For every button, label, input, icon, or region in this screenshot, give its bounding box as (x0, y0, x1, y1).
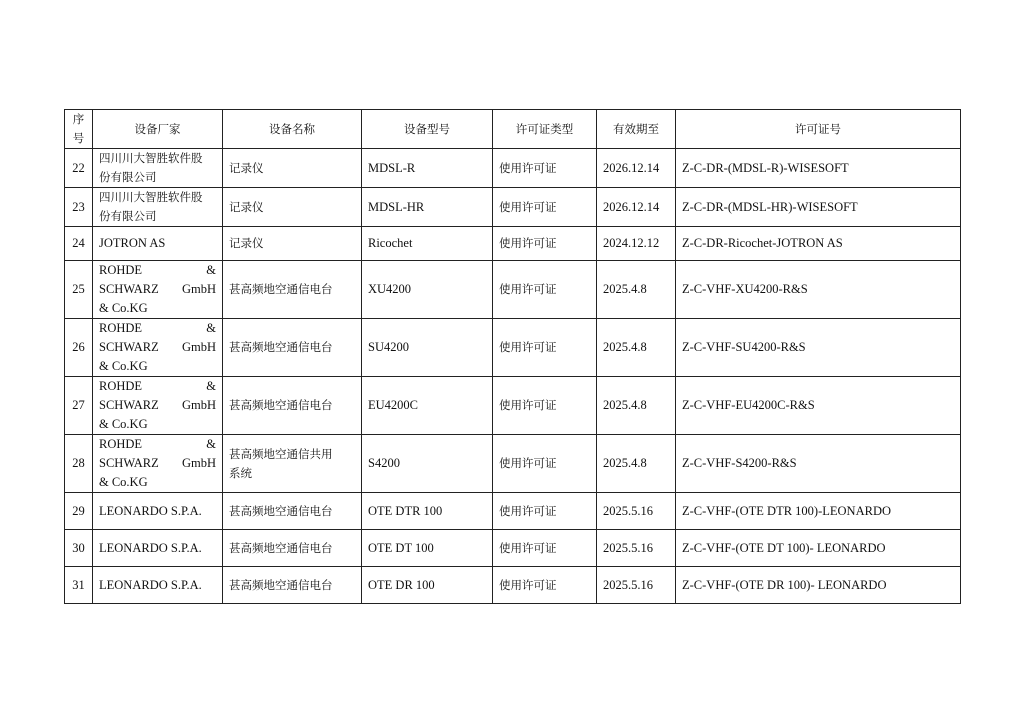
license-type-cell: 使用许可证 (493, 319, 597, 377)
license-type-cell: 使用许可证 (493, 227, 597, 261)
manufacturer-cell: ROHDE & SCHWARZ GmbH & Co.KG (93, 319, 223, 377)
license-type-cell: 使用许可证 (493, 530, 597, 567)
table-row (65, 567, 961, 604)
row-number: 31 (65, 567, 93, 604)
table-row (65, 530, 961, 567)
manufacturer-cell: LEONARDO S.P.A. (93, 567, 223, 604)
table-row (65, 261, 961, 319)
equipment-name-cell: 记录仪 (223, 227, 362, 261)
row-number: 30 (65, 530, 93, 567)
model-cell: OTE DTR 100 (362, 493, 493, 530)
manufacturer-cell: LEONARDO S.P.A. (93, 530, 223, 567)
equipment-name-cell: 甚高频地空通信电台 (223, 530, 362, 567)
manufacturer-cell: 四川川大智胜软件股 份有限公司 (93, 149, 223, 188)
model-cell: XU4200 (362, 261, 493, 319)
model-cell: Ricochet (362, 227, 493, 261)
valid-until-cell: 2025.4.8 (597, 377, 676, 435)
license-type-cell: 使用许可证 (493, 493, 597, 530)
equipment-name-cell: 甚高频地空通信电台 (223, 261, 362, 319)
valid-until-cell: 2025.5.16 (597, 530, 676, 567)
table-row (65, 188, 961, 227)
manufacturer-cell: ROHDE & SCHWARZ GmbH & Co.KG (93, 435, 223, 493)
model-cell: MDSL-R (362, 149, 493, 188)
license-number-cell: Z-C-DR-(MDSL-HR)-WISESOFT (676, 188, 961, 227)
manufacturer-cell: 四川川大智胜软件股 份有限公司 (93, 188, 223, 227)
manufacturer-cell: ROHDE & SCHWARZ GmbH & Co.KG (93, 377, 223, 435)
table-row (65, 149, 961, 188)
row-number: 25 (65, 261, 93, 319)
license-number-cell: Z-C-VHF-XU4200-R&S (676, 261, 961, 319)
model-cell: MDSL-HR (362, 188, 493, 227)
valid-until-cell: 2025.5.16 (597, 567, 676, 604)
model-cell: OTE DR 100 (362, 567, 493, 604)
equipment-name-cell: 甚高频地空通信共用 系统 (223, 435, 362, 493)
license-type-cell: 使用许可证 (493, 149, 597, 188)
model-cell: EU4200C (362, 377, 493, 435)
manufacturer-cell: LEONARDO S.P.A. (93, 493, 223, 530)
license-number-cell: Z-C-VHF-(OTE DR 100)- LEONARDO (676, 567, 961, 604)
table-row (65, 377, 961, 435)
row-number: 29 (65, 493, 93, 530)
license-number-cell: Z-C-DR-Ricochet-JOTRON AS (676, 227, 961, 261)
equipment-name-cell: 记录仪 (223, 149, 362, 188)
header-valid-until: 有效期至 (597, 110, 676, 149)
row-number: 24 (65, 227, 93, 261)
valid-until-cell: 2024.12.12 (597, 227, 676, 261)
equipment-name-cell: 甚高频地空通信电台 (223, 567, 362, 604)
table-row (65, 319, 961, 377)
table-row (65, 227, 961, 261)
equipment-name-cell: 甚高频地空通信电台 (223, 377, 362, 435)
model-cell: OTE DT 100 (362, 530, 493, 567)
license-type-cell: 使用许可证 (493, 261, 597, 319)
model-cell: SU4200 (362, 319, 493, 377)
license-number-cell: Z-C-VHF-EU4200C-R&S (676, 377, 961, 435)
valid-until-cell: 2025.4.8 (597, 261, 676, 319)
table-row (65, 493, 961, 530)
license-type-cell: 使用许可证 (493, 188, 597, 227)
model-cell: S4200 (362, 435, 493, 493)
row-number: 26 (65, 319, 93, 377)
license-number-cell: Z-C-VHF-S4200-R&S (676, 435, 961, 493)
license-type-cell: 使用许可证 (493, 567, 597, 604)
manufacturer-cell: ROHDE & SCHWARZ GmbH & Co.KG (93, 261, 223, 319)
header-seq: 序 号 (65, 110, 93, 149)
header-model: 设备型号 (362, 110, 493, 149)
equipment-name-cell: 记录仪 (223, 188, 362, 227)
equipment-name-cell: 甚高频地空通信电台 (223, 493, 362, 530)
manufacturer-cell: JOTRON AS (93, 227, 223, 261)
row-number: 27 (65, 377, 93, 435)
license-number-cell: Z-C-VHF-(OTE DTR 100)-LEONARDO (676, 493, 961, 530)
valid-until-cell: 2025.4.8 (597, 319, 676, 377)
header-license-type: 许可证类型 (493, 110, 597, 149)
row-number: 23 (65, 188, 93, 227)
valid-until-cell: 2025.4.8 (597, 435, 676, 493)
license-type-cell: 使用许可证 (493, 377, 597, 435)
header-equipment-name: 设备名称 (223, 110, 362, 149)
header-manufacturer: 设备厂家 (93, 110, 223, 149)
row-number: 22 (65, 149, 93, 188)
license-number-cell: Z-C-VHF-(OTE DT 100)- LEONARDO (676, 530, 961, 567)
valid-until-cell: 2026.12.14 (597, 188, 676, 227)
equipment-name-cell: 甚高频地空通信电台 (223, 319, 362, 377)
table-row (65, 435, 961, 493)
valid-until-cell: 2025.5.16 (597, 493, 676, 530)
license-table (64, 109, 961, 604)
valid-until-cell: 2026.12.14 (597, 149, 676, 188)
license-number-cell: Z-C-DR-(MDSL-R)-WISESOFT (676, 149, 961, 188)
table-header-row (65, 110, 961, 149)
license-type-cell: 使用许可证 (493, 435, 597, 493)
row-number: 28 (65, 435, 93, 493)
license-number-cell: Z-C-VHF-SU4200-R&S (676, 319, 961, 377)
header-license-no: 许可证号 (676, 110, 961, 149)
